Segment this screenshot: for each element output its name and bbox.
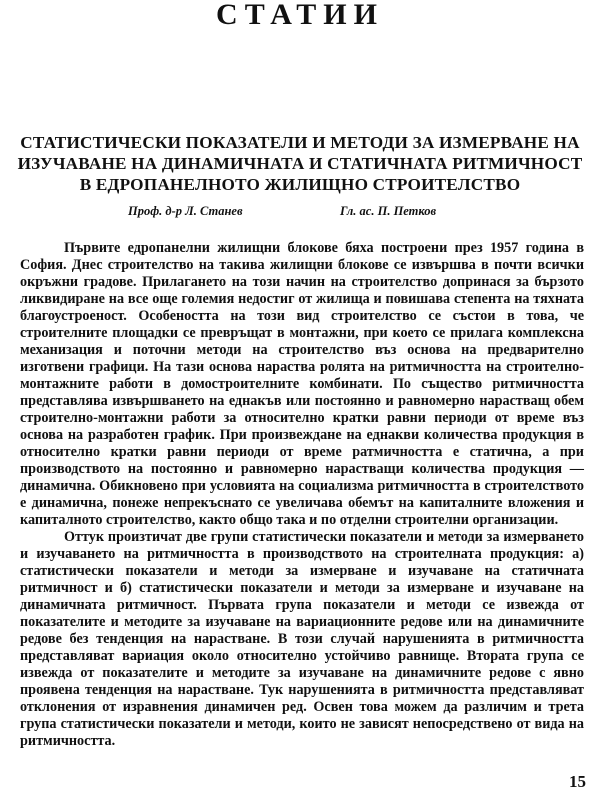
body-paragraph: Първите едропанелни жилищни блокове бяха построени през 1957 година в София. Днес строителство на такива жилищни блокове се извършва в почти всички окръжни градове. Прилагането на този начин на строителство допринася за бързото ликвидиране на все още големия недостиг от жилища и повишава степента на тяхната благоустроеност. Особеността на този вид строителство се състои в това, че строителните площадки се превръщат в монтажни, при което се прилага комплексна механизация и поточни методи на строителство въз основа на предварително изготвени графици. На тази основа нараства ролята на ритмичността на строително-монтажните работи в домостроителните комбинати. По същество ритмичността представлява извършването на еднакъв или постоянно и равномерно нарастващ обем строително-монтажни работи за относително кратки равни периоди от време въз основа на разработен график. При произвеждане на еднакви количества продукция в относително кратки равни периоди от време ратмичността е статична, а при производството на постоянно и равномерно нарастващи количества продукция — динамична. Обикновено при условията на социализма ритмичността в строителството е динамична, понеже непрекъснато се увеличава обемът на капиталните вложения и капиталното строителство, както общо така и по отделни строителни организации. [20, 240, 584, 528]
author-name: Проф. д-р Л. Станев [128, 204, 243, 218]
article-title-line: СТАТИСТИЧЕСКИ ПОКАЗАТЕЛИ И МЕТОДИ ЗА ИЗМЕРВАНЕ НА [20, 133, 580, 152]
page-number: 15 [569, 772, 586, 791]
article-title-line: В ЕДРОПАНЕЛНОТО ЖИЛИЩНО СТРОИТЕЛСТВО [79, 175, 521, 194]
article-title [14, 132, 586, 195]
article-body [20, 240, 584, 750]
body-paragraph: Оттук произтичат две групи статистически показатели и методи за измерването и изучаването на ритмичността в производството на строителната продукция: а) статистически показатели и методи за измерване и изучаване на статичната ритмичност и б) статистически показатели и методи за измерване и изучаване на динамичната ритмичност. Първата група показатели и методи се извежда от показателите и методите за изучаване на вариационните редове или на динамичните редове без тенденция на нарастване. В този случай нарушенията в ритмичността представляват вариация около относително устойчиво равнище. Втората група се извежда от показателите и методите за изучаване на динамичните редове с явно проявена тенденция на нарастване. Тук нарушенията в ритмичността представляват отклонения от изравнения динамичен ред. Освен това можем да различим и трета група статистически показатели и методи, които не зависят непосредствено от вида на ритмичността. [20, 529, 584, 749]
article-title-line: ИЗУЧАВАНЕ НА ДИНАМИЧНАТА И СТАТИЧНАТА РИТМИЧНОСТ [17, 154, 583, 173]
section-heading: СТАТИИ [216, 0, 384, 31]
author-name: Гл. ас. П. Петков [340, 204, 437, 218]
